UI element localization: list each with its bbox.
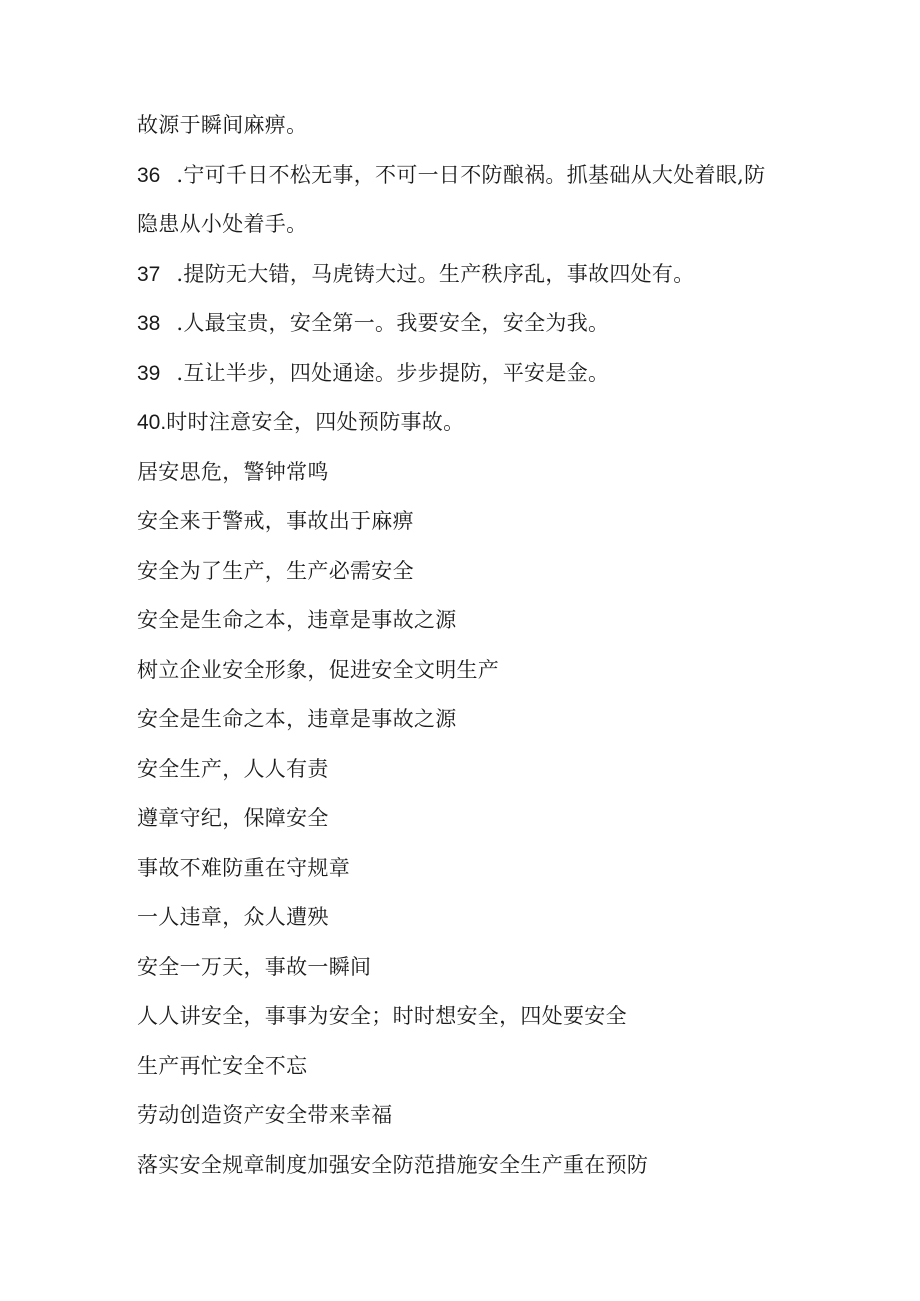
slogan-line [137,1102,817,1128]
numbered-line [137,360,817,386]
slogan-line [137,756,817,782]
line-text: 事故不难防重在守规章 [137,855,350,880]
slogan-line [137,706,817,732]
document-body [137,112,817,1201]
item-number: 39 [137,361,161,385]
line-text: 生产再忙安全不忘 [137,1053,308,1078]
slogan-line [137,855,817,881]
slogan-line [137,558,817,584]
numbered-line [137,310,817,336]
line-text: .宁可千日不松无事，不可一日不防酿祸。抓基础从大处着眼,防 [176,162,766,187]
slogan-line [137,459,817,485]
line-text: 树立企业安全形象，促进安全文明生产 [137,657,500,682]
line-text: .互让半步，四处通途。步步提防，平安是金。 [176,360,610,385]
numbered-line [137,162,817,188]
slogan-line [137,1053,817,1079]
item-number: 36 [137,163,161,187]
line-text: .人最宝贵，安全第一。我要安全，安全为我。 [176,311,610,335]
numbered-line [137,261,817,287]
line-text: 隐患从小处着手。 [137,212,308,236]
line-text: 安全是生命之本，违章是事故之源 [137,707,457,731]
line-text: 安全一万天，事故一瞬间 [137,954,372,979]
slogan-line [137,508,817,534]
item-number: 40. [137,411,167,434]
slogan-line [137,954,817,980]
line-text: 故源于瞬间麻痹。 [137,113,308,137]
item-number: 38 [137,312,161,335]
line-text: 居安思危，警钟常鸣 [137,459,329,484]
line-text: 落实安全规章制度加强安全防范措施安全生产重在预防 [137,1152,649,1177]
slogan-line [137,805,817,831]
slogan-line [137,607,817,633]
line-text: 遵章守纪，保障安全 [137,806,329,830]
slogan-line [137,1152,817,1178]
line-text: 安全为了生产，生产必需安全 [137,558,414,583]
text-line [137,112,817,138]
text-line [137,211,817,237]
line-text: .提防无大错，马虎铸大过。生产秩序乱，事故四处有。 [176,261,695,286]
item-number: 37 [137,262,161,286]
line-text: 安全是生命之本，违章是事故之源 [137,608,457,632]
line-text: 劳动创造资产安全带来幸福 [137,1103,393,1127]
slogan-line [137,657,817,683]
line-text: 时时注意安全，四处预防事故。 [166,410,465,434]
slogan-line [137,1003,817,1029]
line-text: 人人讲安全，事事为安全；时时想安全，四处要安全 [137,1004,627,1028]
numbered-line [137,409,817,435]
line-text: 安全来于警戒，事故出于麻痹 [137,509,414,533]
line-text: 一人违章，众人遭殃 [137,905,329,929]
slogan-line [137,904,817,930]
line-text: 安全生产，人人有责 [137,756,329,781]
